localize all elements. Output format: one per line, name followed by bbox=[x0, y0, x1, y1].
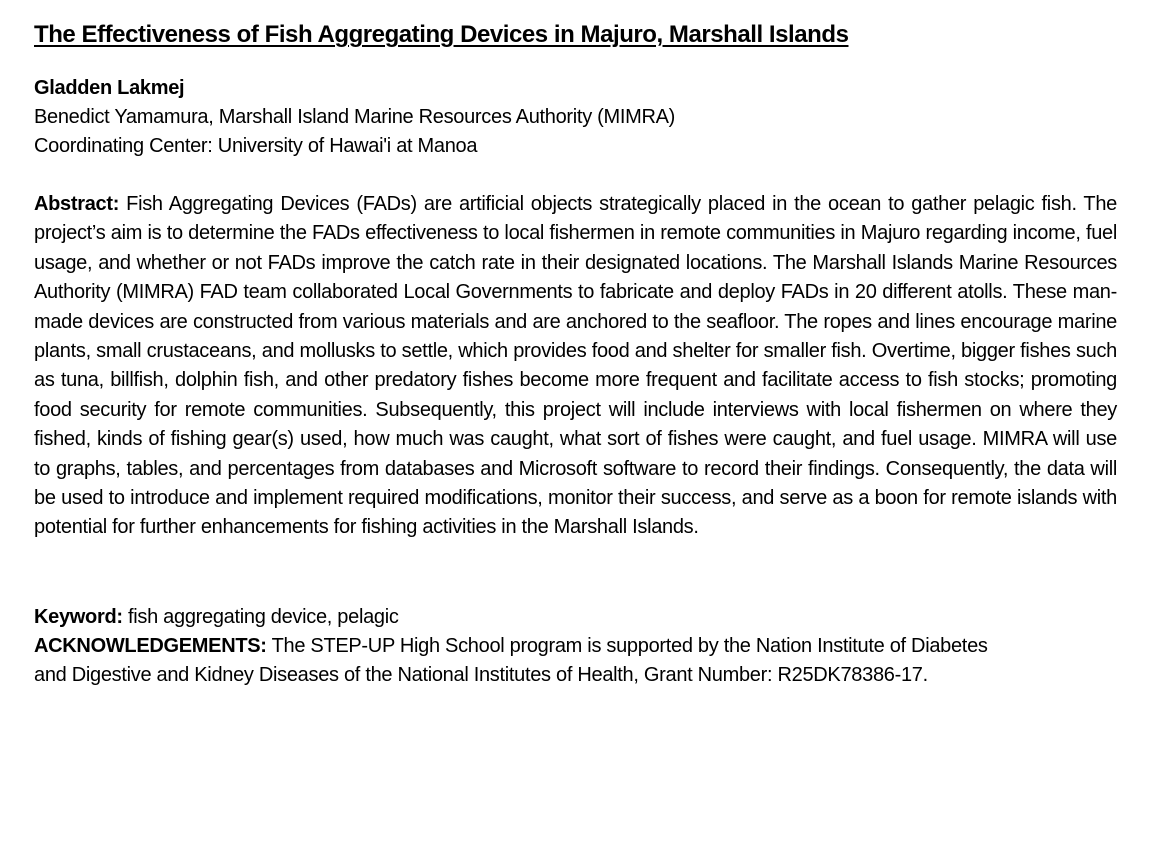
acknowledgements-label: ACKNOWLEDGEMENTS: bbox=[34, 634, 267, 657]
acknowledgements-text-line1: The STEP-UP High School program is supported by the Nation Institute of Diabetes bbox=[271, 634, 988, 657]
document-page bbox=[34, 18, 1117, 690]
footer-block bbox=[34, 603, 1117, 690]
keyword-text: fish aggregating device, pelagic bbox=[128, 605, 399, 628]
primary-author: Gladden Lakmej bbox=[34, 77, 185, 99]
keyword-line bbox=[34, 603, 1117, 632]
acknowledgements-text-line2: and Digestive and Kidney Diseases of the National Institutes of Health, Grant Number: R25DK78386-17. bbox=[34, 663, 928, 686]
document-title: The Effectiveness of Fish Aggregating Devices in Majuro, Marshall Islands bbox=[34, 21, 849, 48]
abstract-text: Fish Aggregating Devices (FADs) are artificial objects strategically placed in the ocean to gather pelagic fish. The project’s aim is to determine the FADs effectiveness to local fishermen in remote communities in Majuro regarding income, fuel usage, and whether or not FADs improve the catch rate in their designated locations. The Marshall Islands Marine Resources Authority (MIMRA) FAD team collaborated Local Governments to fabricate and deploy FADs in 20 different atolls. These man-made devices are constructed from various materials and are anchored to the seafloor. The ropes and lines encourage marine plants, small crustaceans, and mollusks to settle, which provides food and shelter for smaller fish. Overtime, bigger fishes such as tuna, billfish, dolphin fish, and other predatory fishes become more frequent and facilitate access to fish stocks; promoting food security for remote communities. Subsequently, this project will include interviews with local fishermen on where they fished, kinds of fishing gear(s) used, how much was caught, what sort of fishes were caught, and fuel usage. MIMRA will use to graphs, tables, and percentages from databases and Microsoft software to record their findings. Consequently, the data will be used to introduce and implement required modifications, monitor their success, and serve as a boon for remote islands with potential for further enhancements for fishing activities in the Marshall Islands. bbox=[34, 193, 1117, 539]
abstract-label: Abstract: bbox=[34, 193, 120, 215]
coordinating-center: Coordinating Center: University of Hawai'i at Manoa bbox=[34, 135, 478, 157]
keyword-label: Keyword: bbox=[34, 605, 123, 628]
abstract-paragraph bbox=[34, 190, 1117, 543]
mentor-affiliation: Benedict Yamamura, Marshall Island Marine Resources Authority (MIMRA) bbox=[34, 106, 676, 128]
author-block bbox=[34, 74, 1117, 161]
acknowledgements-line bbox=[34, 632, 1117, 661]
